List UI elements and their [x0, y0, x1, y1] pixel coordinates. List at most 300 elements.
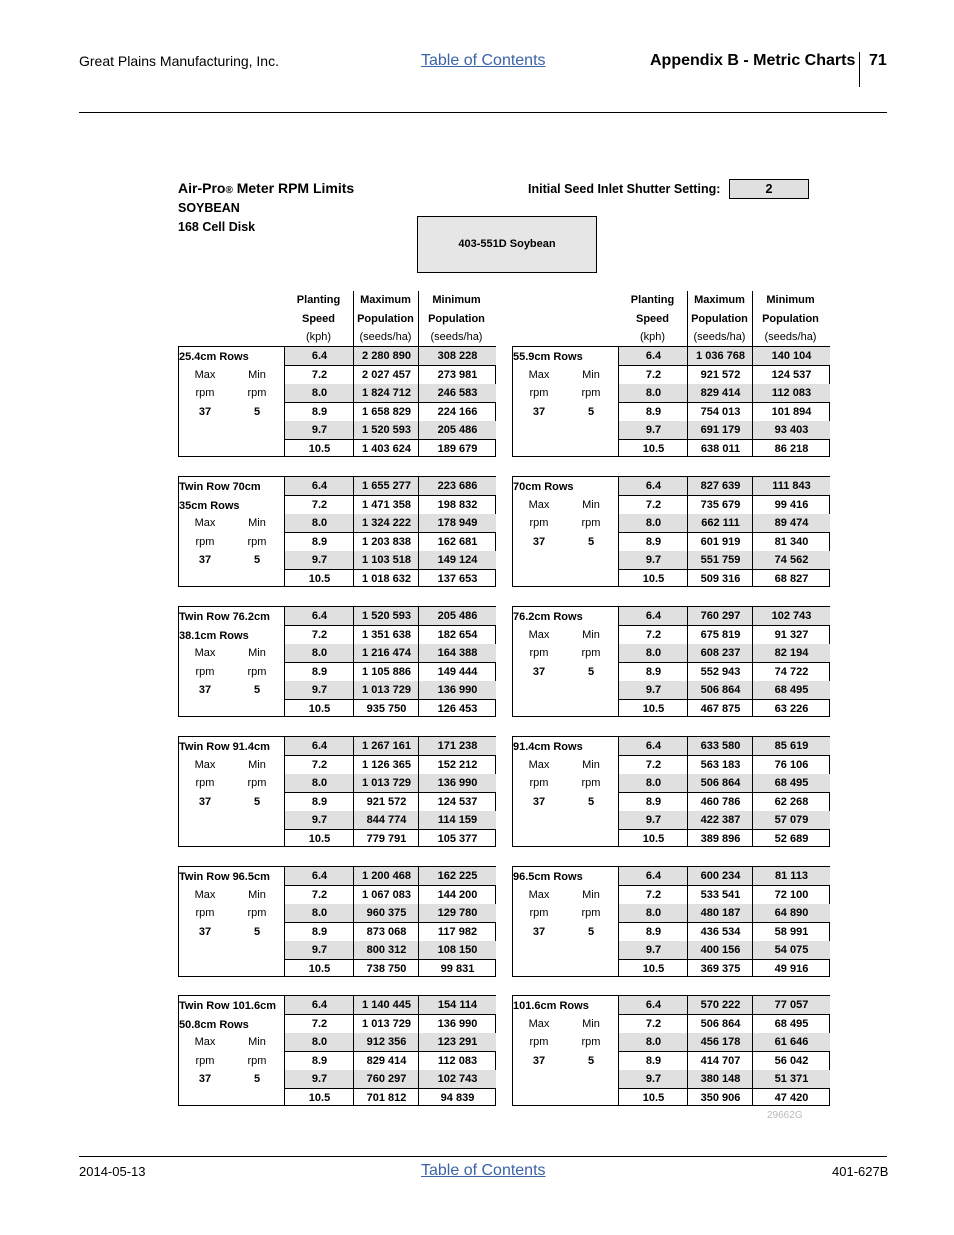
max-population-cell: 1 403 624 — [362, 442, 411, 455]
min-population-cell: 56 042 — [774, 1054, 809, 1067]
rpm-value-min: 5 — [253, 405, 261, 418]
max-min-header-min: Min — [582, 758, 600, 771]
planting-speed-cell: 8.9 — [311, 405, 328, 418]
rpm-unit-max: rpm — [195, 777, 215, 789]
rpm-value-min: 5 — [253, 554, 261, 566]
rpm-value-min: 5 — [253, 795, 261, 808]
row-spacing-label: 76.2cm Rows — [513, 611, 583, 623]
min-population-cell: 105 377 — [437, 832, 478, 845]
row-spacing-label: Twin Row 96.5cm — [179, 871, 270, 883]
rpm-value-max: 37 — [532, 925, 546, 938]
rpm-unit-max: rpm — [195, 535, 215, 548]
planting-speed-cell: 8.0 — [619, 514, 688, 533]
max-population-cell: 1 216 474 — [354, 644, 419, 663]
min-population-cell: 308 228 — [419, 347, 496, 366]
max-population-cell: 1 067 083 — [362, 888, 411, 901]
shutter-setting-label: Initial Seed Inlet Shutter Setting: — [528, 182, 721, 196]
planting-speed-cell: 8.9 — [645, 535, 662, 548]
min-population-cell: 124 537 — [437, 795, 478, 808]
colhdr-line-text: Population — [691, 312, 748, 325]
max-min-header-max: Max — [194, 368, 216, 381]
chart-title-main: Air-Pro — [178, 180, 226, 196]
max-population-cell: 400 156 — [688, 941, 753, 960]
right-colhdr-max_pop — [687, 291, 752, 347]
column-divider — [687, 867, 688, 976]
max-population-cell: 827 639 — [688, 477, 753, 496]
min-population-cell: 72 100 — [774, 888, 809, 901]
page-number: 71 — [869, 52, 887, 69]
max-population-cell: 1 655 277 — [354, 477, 419, 496]
max-min-header-min: Min — [248, 758, 266, 771]
row-spacing-label: Twin Row 101.6cm — [179, 1000, 276, 1012]
rpm-value-min: 5 — [253, 684, 261, 696]
min-population-cell: 164 388 — [419, 644, 496, 663]
planting-speed-cell: 7.2 — [645, 368, 662, 381]
colhdr-line-text: (seeds/ha) — [693, 331, 746, 343]
min-population-cell: 137 653 — [437, 572, 478, 585]
planting-speed-cell: 6.4 — [619, 996, 688, 1015]
rpm-unit-max: rpm — [529, 777, 549, 789]
row-spacing-label: Twin Row 70cm — [179, 481, 261, 493]
column-divider — [418, 867, 419, 976]
column-divider — [353, 607, 354, 716]
registered-mark: ® — [225, 185, 233, 196]
min-population-cell: 101 894 — [771, 405, 812, 418]
max-min-header-min: Min — [248, 1036, 266, 1048]
column-divider — [752, 737, 753, 846]
row-spacing-label: 55.9cm Rows — [513, 351, 583, 363]
right-colhdr-speed — [618, 291, 687, 347]
planting-speed-cell: 8.9 — [311, 665, 328, 678]
min-population-cell: 205 486 — [419, 607, 496, 626]
planting-speed-cell: 8.9 — [311, 925, 328, 938]
right-table-block — [512, 606, 830, 717]
rpm-value-min: 5 — [253, 925, 261, 938]
max-population-cell: 675 819 — [700, 628, 741, 641]
planting-speed-cell: 10.5 — [642, 702, 665, 715]
column-divider — [284, 347, 285, 456]
column-divider — [752, 996, 753, 1105]
rpm-unit-min: rpm — [581, 1036, 601, 1048]
planting-speed-cell: 8.9 — [645, 665, 662, 678]
min-population-cell: 178 949 — [419, 514, 496, 533]
right-colhdr-divider — [687, 291, 688, 346]
row-spacing-label: 91.4cm Rows — [513, 741, 583, 753]
min-population-cell: 68 495 — [753, 774, 830, 793]
min-population-cell: 182 654 — [437, 628, 478, 641]
min-population-cell: 117 982 — [437, 925, 478, 938]
planting-speed-cell: 7.2 — [645, 888, 662, 901]
max-population-cell: 1 013 729 — [362, 1017, 411, 1030]
planting-speed-cell: 10.5 — [308, 702, 331, 715]
max-min-header-min: Min — [582, 628, 600, 641]
planting-speed-cell: 10.5 — [642, 962, 665, 975]
planting-speed-cell: 8.0 — [619, 644, 688, 663]
min-population-cell: 99 831 — [440, 962, 475, 975]
min-population-cell: 102 743 — [419, 1070, 496, 1089]
min-population-cell: 52 689 — [774, 832, 809, 845]
planting-speed-cell: 6.4 — [285, 477, 354, 496]
planting-speed-cell: 6.4 — [285, 607, 354, 626]
max-min-header-min: Min — [582, 368, 600, 381]
planting-speed-cell: 10.5 — [308, 442, 331, 455]
min-population-cell: 91 327 — [774, 628, 809, 641]
column-divider — [353, 737, 354, 846]
right-colhdr-divider — [752, 291, 753, 346]
planting-speed-cell: 9.7 — [619, 1070, 688, 1089]
planting-speed-cell: 7.2 — [311, 498, 328, 511]
right-table-block — [512, 346, 830, 457]
max-population-cell: 1 471 358 — [362, 498, 411, 511]
min-population-cell: 246 583 — [419, 384, 496, 403]
colhdr-line-text: Maximum — [360, 294, 411, 306]
rpm-value-max: 37 — [198, 1073, 212, 1085]
planting-speed-cell: 8.9 — [311, 1054, 328, 1067]
min-population-cell: 89 474 — [753, 514, 830, 533]
rpm-unit-min: rpm — [247, 907, 267, 919]
max-population-cell: 800 312 — [354, 941, 419, 960]
max-population-cell: 738 750 — [366, 962, 407, 975]
max-population-cell: 1 018 632 — [362, 572, 411, 585]
rpm-unit-max: rpm — [529, 387, 549, 399]
rpm-value-max: 37 — [198, 405, 212, 418]
min-population-cell: 61 646 — [753, 1033, 830, 1052]
max-population-cell: 873 068 — [366, 925, 407, 938]
left-table-block — [178, 606, 496, 717]
min-population-cell: 81 113 — [753, 867, 830, 886]
max-population-cell: 638 011 — [700, 442, 741, 455]
colhdr-line-text: (seeds/ha) — [430, 331, 483, 343]
column-divider — [418, 607, 419, 716]
footer-rule — [79, 1156, 887, 1157]
max-population-cell: 1 126 365 — [362, 758, 411, 771]
planting-speed-cell: 8.0 — [285, 644, 354, 663]
max-population-cell: 436 534 — [700, 925, 741, 938]
max-population-cell: 760 297 — [688, 607, 753, 626]
max-min-header-max: Max — [528, 888, 550, 901]
max-min-header-max: Max — [194, 517, 216, 529]
shutter-setting-value: 2 — [729, 179, 809, 199]
min-population-cell: 124 537 — [771, 368, 812, 381]
column-divider — [752, 347, 753, 456]
min-population-cell: 205 486 — [419, 421, 496, 440]
max-min-header-max: Max — [528, 368, 550, 381]
footer-doc-number: 401-627B — [832, 1164, 889, 1179]
max-min-header-max: Max — [194, 888, 216, 901]
column-divider — [418, 737, 419, 846]
min-population-cell: 149 124 — [419, 551, 496, 570]
max-population-cell: 829 414 — [366, 1054, 407, 1067]
rpm-unit-min: rpm — [581, 647, 601, 659]
planting-speed-cell: 6.4 — [619, 737, 688, 756]
section-title: Appendix B - Metric Charts — [650, 52, 856, 69]
rpm-unit-min: rpm — [247, 1054, 267, 1067]
right-table-block — [512, 995, 830, 1106]
rpm-unit-min: rpm — [247, 387, 267, 399]
planting-speed-cell: 9.7 — [619, 941, 688, 960]
colhdr-line-text: (seeds/ha) — [359, 331, 412, 343]
rpm-value-max: 37 — [198, 554, 212, 566]
rpm-unit-min: rpm — [581, 907, 601, 919]
max-population-cell: 921 572 — [366, 795, 407, 808]
row-spacing-label-secondary: 38.1cm Rows — [179, 629, 249, 642]
colhdr-line-text: Speed — [301, 312, 335, 325]
planting-speed-cell: 8.9 — [311, 795, 328, 808]
planting-speed-cell: 10.5 — [642, 442, 665, 455]
planting-speed-cell: 9.7 — [619, 421, 688, 440]
planting-speed-cell: 9.7 — [285, 941, 354, 960]
rpm-unit-max: rpm — [195, 1054, 215, 1067]
min-population-cell: 152 212 — [437, 758, 478, 771]
max-min-header-max: Max — [528, 758, 550, 771]
max-population-cell: 1 520 593 — [354, 607, 419, 626]
part-number-box: 403-551D Soybean — [417, 216, 597, 273]
max-population-cell: 779 791 — [366, 832, 407, 845]
colhdr-line-text: Planting — [630, 294, 675, 306]
min-population-cell: 68 495 — [774, 1017, 809, 1030]
planting-speed-cell: 7.2 — [311, 758, 328, 771]
row-spacing-label: 101.6cm Rows — [513, 1000, 589, 1012]
min-population-cell: 93 403 — [753, 421, 830, 440]
column-divider — [752, 867, 753, 976]
planting-speed-cell: 6.4 — [619, 607, 688, 626]
colhdr-line-text: Population — [357, 312, 414, 325]
min-population-cell: 154 114 — [419, 996, 496, 1015]
max-population-cell: 456 178 — [688, 1033, 753, 1052]
planting-speed-cell: 6.4 — [285, 347, 354, 366]
column-divider — [353, 867, 354, 976]
rpm-value-max: 37 — [198, 684, 212, 696]
rpm-value-max: 37 — [532, 665, 546, 678]
column-divider — [687, 996, 688, 1105]
max-min-header-min: Min — [582, 888, 600, 901]
toc-link-footer[interactable]: Table of Contents — [421, 1162, 546, 1179]
left-colhdr-min_pop — [418, 291, 495, 347]
left-table-block — [178, 866, 496, 977]
column-divider — [752, 607, 753, 716]
rpm-unit-min: rpm — [581, 517, 601, 529]
max-population-cell: 633 580 — [688, 737, 753, 756]
row-spacing-label: 96.5cm Rows — [513, 871, 583, 883]
planting-speed-cell: 10.5 — [642, 1091, 665, 1104]
min-population-cell: 223 686 — [419, 477, 496, 496]
max-population-cell: 467 875 — [700, 702, 741, 715]
planting-speed-cell: 8.0 — [619, 384, 688, 403]
planting-speed-cell: 10.5 — [308, 1091, 331, 1104]
column-divider — [284, 737, 285, 846]
max-min-header-max: Max — [528, 1017, 550, 1030]
left-colhdr-divider — [418, 291, 419, 346]
max-population-cell: 829 414 — [688, 384, 753, 403]
max-population-cell: 1 824 712 — [354, 384, 419, 403]
max-population-cell: 701 812 — [366, 1091, 407, 1104]
rpm-value-min: 5 — [253, 1073, 261, 1085]
max-population-cell: 570 222 — [688, 996, 753, 1015]
min-population-cell: 108 150 — [419, 941, 496, 960]
rpm-unit-min: rpm — [581, 387, 601, 399]
planting-speed-cell: 8.9 — [645, 795, 662, 808]
max-population-cell: 551 759 — [688, 551, 753, 570]
max-population-cell: 480 187 — [688, 904, 753, 923]
max-population-cell: 1 658 829 — [362, 405, 411, 418]
left-table-block — [178, 995, 496, 1106]
max-population-cell: 389 896 — [700, 832, 741, 845]
max-min-header-max: Max — [194, 647, 216, 659]
max-population-cell: 662 111 — [688, 514, 753, 533]
footer-date: 2014-05-13 — [79, 1164, 146, 1179]
rpm-unit-max: rpm — [195, 665, 215, 678]
planting-speed-cell: 7.2 — [311, 368, 328, 381]
min-population-cell: 273 981 — [437, 368, 478, 381]
colhdr-line-text: Planting — [296, 294, 341, 306]
planting-speed-cell: 8.0 — [619, 904, 688, 923]
right-table-block — [512, 476, 830, 587]
colhdr-line-text: Population — [428, 312, 485, 325]
toc-link-header[interactable]: Table of Contents — [421, 52, 546, 69]
row-spacing-label: Twin Row 91.4cm — [179, 741, 270, 753]
chart-title — [178, 180, 354, 196]
planting-speed-cell: 8.0 — [285, 904, 354, 923]
column-divider — [353, 996, 354, 1105]
max-population-cell: 935 750 — [366, 702, 407, 715]
max-population-cell: 1 013 729 — [354, 681, 419, 700]
column-divider — [353, 477, 354, 586]
company-name: Great Plains Manufacturing, Inc. — [79, 53, 279, 69]
min-population-cell: 82 194 — [753, 644, 830, 663]
column-divider — [752, 477, 753, 586]
max-population-cell: 691 179 — [688, 421, 753, 440]
column-divider — [687, 607, 688, 716]
planting-speed-cell: 9.7 — [285, 551, 354, 570]
column-divider — [687, 477, 688, 586]
min-population-cell: 171 238 — [419, 737, 496, 756]
max-population-cell: 1 013 729 — [354, 774, 419, 793]
colhdr-line-text: Speed — [635, 312, 669, 325]
planting-speed-cell: 8.0 — [285, 1033, 354, 1052]
max-population-cell: 1 103 518 — [354, 551, 419, 570]
left-colhdr-divider — [353, 291, 354, 346]
min-population-cell: 54 075 — [753, 941, 830, 960]
planting-speed-cell: 6.4 — [619, 477, 688, 496]
colhdr-line-text: (kph) — [305, 331, 332, 343]
colhdr-line-text: Minimum — [432, 294, 481, 306]
max-population-cell: 844 774 — [354, 811, 419, 830]
max-population-cell: 1 520 593 — [354, 421, 419, 440]
max-population-cell: 1 203 838 — [362, 535, 411, 548]
rpm-unit-min: rpm — [247, 777, 267, 789]
rpm-value-min: 5 — [587, 1054, 595, 1067]
right-table-block — [512, 736, 830, 847]
left-table-block — [178, 736, 496, 847]
planting-speed-cell: 6.4 — [285, 996, 354, 1015]
min-population-cell: 123 291 — [419, 1033, 496, 1052]
max-min-header-min: Min — [582, 1017, 600, 1030]
planting-speed-cell: 9.7 — [619, 811, 688, 830]
max-population-cell: 601 919 — [700, 535, 741, 548]
planting-speed-cell: 8.9 — [311, 535, 328, 548]
max-min-header-max: Max — [528, 498, 550, 511]
column-divider — [618, 607, 619, 716]
column-divider — [418, 996, 419, 1105]
planting-speed-cell: 6.4 — [285, 867, 354, 886]
max-population-cell: 1 200 468 — [354, 867, 419, 886]
planting-speed-cell: 6.4 — [619, 347, 688, 366]
rpm-value-max: 37 — [198, 925, 212, 938]
max-population-cell: 2 280 890 — [354, 347, 419, 366]
max-population-cell: 754 013 — [700, 405, 741, 418]
rpm-value-min: 5 — [587, 795, 595, 808]
max-min-header-min: Min — [248, 517, 266, 529]
rpm-value-max: 37 — [532, 1054, 546, 1067]
min-population-cell: 68 495 — [753, 681, 830, 700]
max-population-cell: 552 943 — [700, 665, 741, 678]
max-population-cell: 912 356 — [354, 1033, 419, 1052]
figure-reference: 29662G — [767, 1110, 803, 1121]
planting-speed-cell: 10.5 — [642, 572, 665, 585]
max-population-cell: 460 786 — [700, 795, 741, 808]
column-divider — [353, 347, 354, 456]
max-min-header-min: Min — [248, 888, 266, 901]
crop-name: SOYBEAN — [178, 201, 240, 215]
max-population-cell: 1 351 638 — [362, 628, 411, 641]
max-population-cell: 1 267 161 — [354, 737, 419, 756]
max-population-cell: 960 375 — [354, 904, 419, 923]
min-population-cell: 57 079 — [753, 811, 830, 830]
column-divider — [687, 737, 688, 846]
max-population-cell: 533 541 — [700, 888, 741, 901]
max-population-cell: 1 036 768 — [688, 347, 753, 366]
column-divider — [618, 347, 619, 456]
max-min-header-max: Max — [194, 758, 216, 771]
row-spacing-label-secondary: 50.8cm Rows — [179, 1018, 249, 1031]
min-population-cell: 62 268 — [774, 795, 809, 808]
disk-type: 168 Cell Disk — [178, 220, 256, 234]
max-population-cell: 380 148 — [688, 1070, 753, 1089]
max-population-cell: 506 864 — [688, 774, 753, 793]
min-population-cell: 198 832 — [437, 498, 478, 511]
max-population-cell: 506 864 — [688, 681, 753, 700]
min-population-cell: 149 444 — [437, 665, 478, 678]
chart-title-rest: Meter RPM Limits — [232, 180, 355, 196]
rpm-value-max: 37 — [532, 795, 546, 808]
min-population-cell: 224 166 — [437, 405, 478, 418]
max-population-cell: 600 234 — [688, 867, 753, 886]
planting-speed-cell: 8.0 — [285, 384, 354, 403]
planting-speed-cell: 9.7 — [619, 551, 688, 570]
min-population-cell: 85 619 — [753, 737, 830, 756]
max-population-cell: 1 140 445 — [354, 996, 419, 1015]
column-divider — [418, 347, 419, 456]
column-divider — [284, 607, 285, 716]
planting-speed-cell: 6.4 — [285, 737, 354, 756]
left-colhdr-speed — [284, 291, 353, 347]
min-population-cell: 140 104 — [753, 347, 830, 366]
min-population-cell: 64 890 — [753, 904, 830, 923]
planting-speed-cell: 8.0 — [285, 514, 354, 533]
min-population-cell: 112 083 — [753, 384, 830, 403]
rpm-unit-min: rpm — [581, 777, 601, 789]
max-population-cell: 369 375 — [700, 962, 741, 975]
planting-speed-cell: 9.7 — [619, 681, 688, 700]
min-population-cell: 144 200 — [437, 888, 478, 901]
column-divider — [618, 737, 619, 846]
min-population-cell: 49 916 — [774, 962, 809, 975]
rpm-value-max: 37 — [532, 405, 546, 418]
column-divider — [418, 477, 419, 586]
planting-speed-cell: 9.7 — [285, 811, 354, 830]
max-population-cell: 921 572 — [700, 368, 741, 381]
column-divider — [618, 477, 619, 586]
